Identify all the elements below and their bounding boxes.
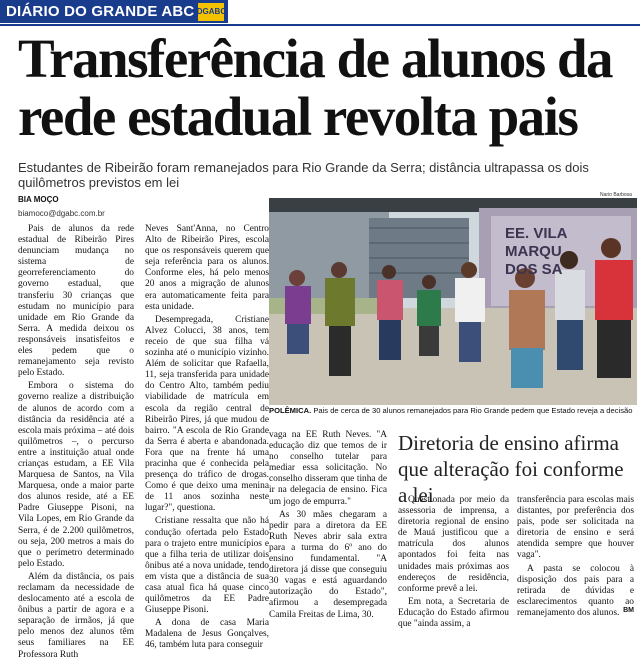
- paragraph: A dona de casa Maria Madalena de Jesus Gonçalves, 46, também luta para conseguir: [145, 618, 269, 651]
- paragraph: Cristiane ressalta que não há condução ofertada pelo Estado para o trajeto entre municípios e que a filha teria de utilizar dois ônibus até a nova unidade, tendo em vista que a distância de sua casa atual fica há quase cinco quilômetros da EE Padre Giuseppe Pisoni.: [145, 516, 269, 616]
- article-column-2: [145, 224, 269, 651]
- school-sign-line-2: MARQU: [505, 243, 562, 260]
- paragraph: As 30 mães chegaram a pedir para a diretora da EE Ruth Neves abrir sala extra para a turma do 6º ano do ensino fundamental. "A diretora já disse que conseguiu 30 vagas e está aguardando autorização do Estado", afirmou a desempregada Camila Freitas de Lima, 30.: [269, 509, 387, 620]
- paragraph: Além da distância, os pais reclamam da necessidade de deslocamento até a escola de ônibus a partir de agora e a separação de irmãos, já que pelo menos dez alunos têm seus familiares na EE Professora Ruth: [18, 571, 134, 660]
- article-column-1: [18, 224, 134, 660]
- header-rule: [0, 24, 640, 26]
- caption-label: POLÊMICA.: [269, 406, 312, 415]
- paragraph: Embora o sistema do governo realize a distribuição de alunos de acordo com a distância da residência até a escola mais próxima – até dois quilômetros –, o percurso entre a instituição atual onde crianças estudam, a EE Vila Marquesa de Santos, na Vila Marquesa, onde a maior parte dos alunos reside, até a EE Padre Giuseppe Pisoni, na Vila Lopes, em Rio Grande da Serra, é de 2.200 quilômetros, ou seja, 200 metros a mais do que o perímetro determinado pelo Estado.: [18, 381, 134, 569]
- box-signature: BM: [623, 607, 634, 614]
- headline: Transferência de alunos da rede estadual revolta pais: [18, 28, 613, 147]
- newspaper-brand[interactable]: [0, 0, 228, 23]
- paragraph: Desempregada, Cristiane Alvez Colucci, 38 anos, tem receio de que sua filha vá sozinha até o município vizinho. Além de solicitar que Rafaella, 11, seja transferida para unidade do Centro Alto, também pediu viabilidade de matrícula em escola da região central de Ribeirão Pires, já que mudou de bairro. "A escola de Rio Grande da Serra é aberta e abandonada. Fora que na frente há uma pracinha que é conhecida pela presença do tráfico de drogas. Como é que deixo uma menina de 11 anos sozinha neste lugar?", questiona.: [145, 314, 269, 514]
- paragraph: Neves Sant'Anna, no Centro Alto de Ribeirão Pires, escola que os responsáveis querem que seja referência para os alunos. Conforme eles, há pelo menos 20 anos a migração de alunos era automaticamente feita para esta unidade.: [145, 224, 269, 312]
- photo-credit: Nario Barbosa: [600, 192, 632, 198]
- paragraph: Em nota, a Secretaria de Educação do Estado afirmou que "ainda assim, a: [398, 596, 509, 630]
- paragraph: Pais de alunos da rede estadual de Ribeirão Pires denunciam mudança no sistema de georreferenciamento do governo estadual, que transferiu 30 crianças que estudam no município para unidade em Rio Grande da Serra. A medida deixou os responsáveis insatisfeitos e eles pedem que o remanejamento seja revisto pelo Estado.: [18, 224, 134, 379]
- school-sign-line-3: DOS SA: [505, 261, 563, 278]
- subheadline: Estudantes de Ribeirão foram remanejados para Rio Grande da Serra; distância ultrapassa os dois quilômetros previstos em lei: [18, 160, 589, 190]
- brand-logo: DGABC: [198, 3, 224, 21]
- box-column-2: [517, 495, 634, 618]
- photo-illustration: [269, 198, 637, 405]
- caption-text: Pais de cerca de 30 alunos remanejados para Rio Grande pedem que Estado reveja a decisão: [313, 406, 633, 415]
- author-byline: BIA MOÇO: [18, 195, 59, 204]
- paragraph: A pasta se colocou à disposição dos pais para a retirada de dúvidas e esclarecimentos quanto ao remanejamento dos alunos.: [517, 563, 634, 618]
- school-sign-line-1: EE. VILA: [505, 225, 568, 242]
- photo-caption: [269, 406, 637, 415]
- paragraph: transferência para escolas mais distantes, por preferência dos pais, pode ser solicitada na diretoria de ensino e será atendida sempre que houver vaga".: [517, 495, 634, 561]
- paragraph: vaga na EE Ruth Neves. "A educação diz que temos de ir no conselho tutelar para mediar essa solicitação. No conselho disseram que tinha de ir na delegacia de ensino. Fica um jogo de empurra.": [269, 430, 387, 507]
- news-photo[interactable]: [269, 198, 637, 405]
- paragraph: Questionada por meio da assessoria de imprensa, a diretoria regional de ensino de Mauá justificou que a matrícula dos alunos apontados foi feita nas unidades mais próximas aos endereços de residência, conforme prevê a lei.: [398, 495, 509, 594]
- brand-name: DIÁRIO DO GRANDE ABC: [6, 3, 195, 20]
- sidebar-box-title: Diretoria de ensino afirma que alteração foi conforme a lei: [398, 431, 624, 507]
- article-column-3: [269, 430, 387, 620]
- box-column-1: [398, 495, 509, 630]
- author-email[interactable]: biamoco@dgabc.com.br: [18, 209, 105, 218]
